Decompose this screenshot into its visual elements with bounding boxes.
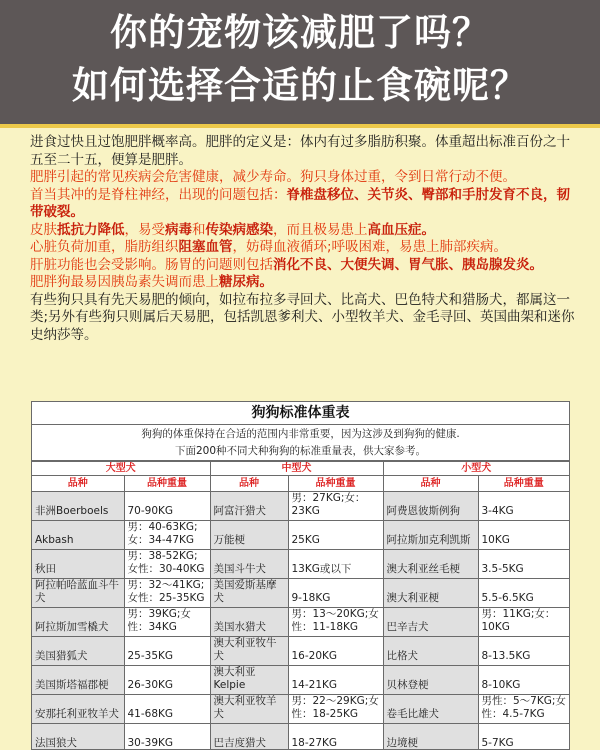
small-breed-cell: 卷毛比雄犬 (383, 695, 478, 724)
table-row (32, 666, 569, 695)
weight-table (31, 401, 570, 750)
table-intro-line2: 下面200种不同犬种狗狗的标准重量表，供大家参考。 (174, 445, 427, 457)
medium-breed-cell: 澳大利亚Kelpie (210, 666, 288, 695)
medium-weight-cell: 男：22～29KG;女性：18-25KG (288, 695, 383, 724)
paragraph-skin: 皮肤抵抗力降低，易受病毒和传染病感染，而且极易患上高血压症。 (30, 221, 435, 238)
small-breed-cell: 阿拉斯加克利凯斯 (383, 521, 478, 550)
paragraph-health-risks: 肥胖引起的常见疾病会危害健康，减少寿命。狗只身体过重，令到日常行动不便。 (30, 169, 516, 185)
large-breed-cell: 安那托利亚牧羊犬 (32, 695, 124, 724)
medium-weight-cell: 25KG (288, 521, 383, 550)
article-body (30, 134, 578, 344)
medium-breed-cell: 澳大利亚牧羊犬 (210, 695, 288, 724)
medium-breed-cell: 美国爱斯基摩犬 (210, 579, 288, 608)
medium-breed-cell: 阿富汗猎犬 (210, 492, 288, 521)
group-header-row (32, 462, 569, 476)
col-weight-small: 品种重量 (478, 476, 569, 492)
table-row (32, 579, 569, 608)
large-weight-cell: 男：40-63KG;女：34-47KG (124, 521, 210, 550)
table-row (32, 521, 569, 550)
medium-weight-cell: 14-21KG (288, 666, 383, 695)
medium-weight-cell: 男：27KG;女：23KG (288, 492, 383, 521)
large-weight-cell: 男：38-52KG;女性：30-40KG (124, 550, 210, 579)
large-weight-cell: 26-30KG (124, 666, 210, 695)
paragraph-spine: 首当其冲的是脊柱神经，出现的问题包括：脊椎盘移位、关节炎、臀部和手肘发育不良，韧带破裂。 (30, 186, 570, 220)
small-weight-cell: 3-4KG (478, 492, 569, 521)
small-weight-cell: 5.5-6.5KG (478, 579, 569, 608)
col-weight-medium: 品种重量 (288, 476, 383, 492)
small-breed-cell: 澳大利亚丝毛梗 (383, 550, 478, 579)
medium-weight-cell: 男：13～20KG;女性：11-18KG (288, 608, 383, 637)
large-weight-cell: 30-39KG (124, 724, 210, 750)
large-breed-cell: Akbash (32, 521, 124, 550)
col-breed-small: 品种 (383, 476, 478, 492)
paragraph-heart: 心脏负荷加重，脂肪组织阻塞血管，妨碍血液循环;呼吸困难，易患上肺部疾病。 (30, 239, 508, 255)
table-row (32, 492, 569, 521)
small-breed-cell: 边境梗 (383, 724, 478, 750)
large-breed-cell: 阿拉斯加雪橇犬 (32, 608, 124, 637)
small-weight-cell: 8-13.5KG (478, 637, 569, 666)
breed-weight-table (32, 461, 569, 750)
small-weight-cell: 男：11KG;女：10KG (478, 608, 569, 637)
page-subtitle: 如何选择合适的止食碗呢？ (72, 64, 528, 107)
medium-weight-cell: 16-20KG (288, 637, 383, 666)
paragraph-breeds: 有些狗只具有先天易肥的倾向，如拉布拉多寻回犬、比高犬、巴色特犬和猎肠犬，都属这一类;另外有些狗只则属后天易肥，包括凯恩爹利犬、小型牧羊犬、金毛寻回、英国曲架和迷你史纳莎等。 (30, 291, 575, 343)
medium-breed-cell: 万能梗 (210, 521, 288, 550)
small-weight-cell: 3.5-5KG (478, 550, 569, 579)
small-breed-cell: 比格犬 (383, 637, 478, 666)
table-intro-line1: 狗狗的体重保持在合适的范围内非常重要，因为这涉及到狗狗的健康. (141, 428, 460, 440)
small-breed-cell: 澳大利亚梗 (383, 579, 478, 608)
small-breed-cell: 阿费恩彼斯例狗 (383, 492, 478, 521)
table-row (32, 637, 569, 666)
large-breed-cell: 阿拉帕哈蓝血斗牛犬 (32, 579, 124, 608)
table-row (32, 695, 569, 724)
small-weight-cell: 10KG (478, 521, 569, 550)
small-weight-cell: 8-10KG (478, 666, 569, 695)
col-breed-large: 品种 (32, 476, 124, 492)
small-breed-cell: 巴辛吉犬 (383, 608, 478, 637)
col-breed-medium: 品种 (210, 476, 288, 492)
medium-breed-cell: 巴吉度猎犬 (210, 724, 288, 750)
small-weight-cell: 5-7KG (478, 724, 569, 750)
large-breed-cell: 秋田 (32, 550, 124, 579)
large-breed-cell: 美国斯塔福郡梗 (32, 666, 124, 695)
large-weight-cell: 25-35KG (124, 637, 210, 666)
group-large-dogs: 大型犬 (32, 462, 210, 476)
small-weight-cell: 男性：5～7KG;女性：4.5-7KG (478, 695, 569, 724)
table-row (32, 550, 569, 579)
paragraph-obesity-definition: 进食过快且过饱肥胖概率高。肥胖的定义是：体内有过多脂肪积聚。体重超出标准百份之十五至二十五，便算是肥胖。 (30, 134, 570, 168)
col-weight-large: 品种重量 (124, 476, 210, 492)
medium-breed-cell: 美国斗牛犬 (210, 550, 288, 579)
large-breed-cell: 法国狼犬 (32, 724, 124, 750)
group-medium-dogs: 中型犬 (210, 462, 383, 476)
large-weight-cell: 男：32～41KG;女性：25-35KG (124, 579, 210, 608)
medium-breed-cell: 澳大利亚牧牛犬 (210, 637, 288, 666)
table-intro (32, 425, 569, 461)
header-banner (0, 0, 600, 128)
large-breed-cell: 非洲Boerboels (32, 492, 124, 521)
large-weight-cell: 男：39KG;女性：34KG (124, 608, 210, 637)
table-title: 狗狗标准体重表 (32, 402, 569, 425)
column-header-row (32, 476, 569, 492)
large-breed-cell: 美国猎狐犬 (32, 637, 124, 666)
paragraph-diabetes: 肥胖狗最易因胰岛素失调而患上糖尿病。 (30, 274, 273, 290)
large-weight-cell: 41-68KG (124, 695, 210, 724)
group-small-dogs: 小型犬 (383, 462, 569, 476)
table-row (32, 608, 569, 637)
medium-weight-cell: 13KG或以下 (288, 550, 383, 579)
table-row (32, 724, 569, 750)
page-title: 你的宠物该减肥了吗？ (110, 11, 490, 54)
medium-breed-cell: 美国水猎犬 (210, 608, 288, 637)
small-breed-cell: 贝林登梗 (383, 666, 478, 695)
medium-weight-cell: 18-27KG (288, 724, 383, 750)
paragraph-liver: 肝脏功能也会受影响。肠胃的问题则包括消化不良、大便失调、胃气胀、胰岛腺发炎。 (30, 256, 543, 273)
large-weight-cell: 70-90KG (124, 492, 210, 521)
medium-weight-cell: 9-18KG (288, 579, 383, 608)
